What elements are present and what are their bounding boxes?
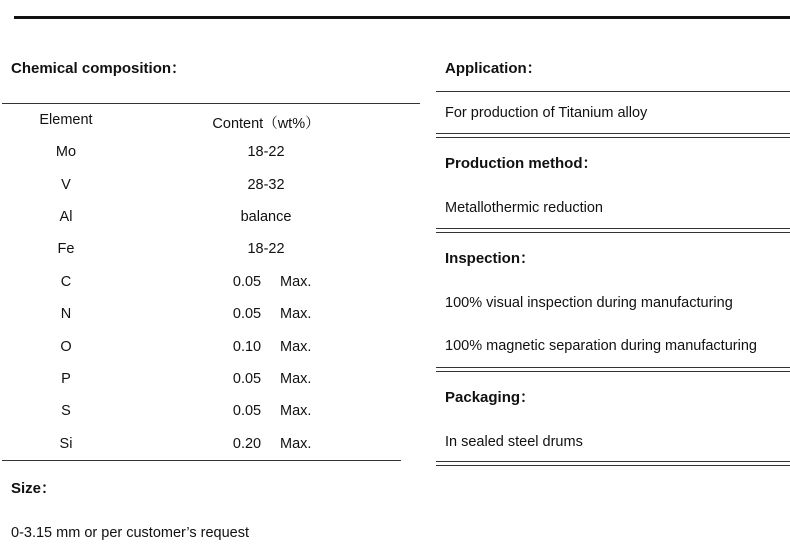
- packaging-heading: Packaging：: [445, 389, 536, 406]
- content-suffix: Max.: [280, 306, 312, 322]
- inspection-line-2: 100% magnetic separation during manufacturing: [445, 338, 757, 354]
- production-method-heading: Production method：: [445, 155, 598, 172]
- packaging-double-rule: [436, 461, 790, 466]
- application-text: For production of Titanium alloy: [445, 105, 648, 121]
- element-cell: Mo: [55, 144, 77, 160]
- content-cell: 0.05: [232, 371, 262, 387]
- production-method-text: Metallothermic reduction: [445, 200, 603, 216]
- content-suffix: Max.: [280, 436, 312, 452]
- top-rule: [14, 16, 790, 19]
- production-double-rule: [436, 228, 790, 233]
- content-cell: 0.20: [232, 436, 262, 452]
- content-cell: 18-22: [247, 144, 285, 160]
- content-cell: 0.10: [232, 339, 262, 355]
- element-cell: Al: [59, 209, 73, 225]
- content-cell: 18-22: [247, 241, 285, 257]
- content-suffix: Max.: [280, 339, 312, 355]
- column-header-content: Content（wt%）: [212, 116, 320, 132]
- element-cell: S: [61, 403, 71, 419]
- inspection-double-rule: [436, 367, 790, 372]
- content-cell: balance: [240, 209, 292, 225]
- content-suffix: Max.: [280, 371, 312, 387]
- application-rule: [436, 91, 790, 92]
- content-cell: 0.05: [232, 306, 262, 322]
- chemical-composition-heading: Chemical composition：: [11, 60, 187, 77]
- element-cell: Fe: [57, 241, 75, 257]
- packaging-text: In sealed steel drums: [445, 434, 583, 450]
- size-text: 0-3.15 mm or per customer’s request: [11, 525, 250, 541]
- element-cell: P: [61, 371, 71, 387]
- element-cell: O: [60, 339, 72, 355]
- application-heading: Application：: [445, 60, 542, 77]
- table-bottom-rule: [2, 460, 401, 461]
- column-header-element: Element: [39, 112, 93, 128]
- element-cell: V: [61, 177, 71, 193]
- content-suffix: Max.: [280, 274, 312, 290]
- element-cell: C: [60, 274, 72, 290]
- element-cell: N: [60, 306, 72, 322]
- inspection-line-1: 100% visual inspection during manufacturing: [445, 295, 733, 311]
- table-top-rule: [2, 103, 420, 104]
- content-cell: 0.05: [232, 403, 262, 419]
- inspection-heading: Inspection：: [445, 250, 536, 267]
- size-heading: Size：: [11, 480, 57, 497]
- content-suffix: Max.: [280, 403, 312, 419]
- application-double-rule: [436, 133, 790, 138]
- element-cell: Si: [59, 436, 73, 452]
- content-cell: 0.05: [232, 274, 262, 290]
- content-cell: 28-32: [247, 177, 285, 193]
